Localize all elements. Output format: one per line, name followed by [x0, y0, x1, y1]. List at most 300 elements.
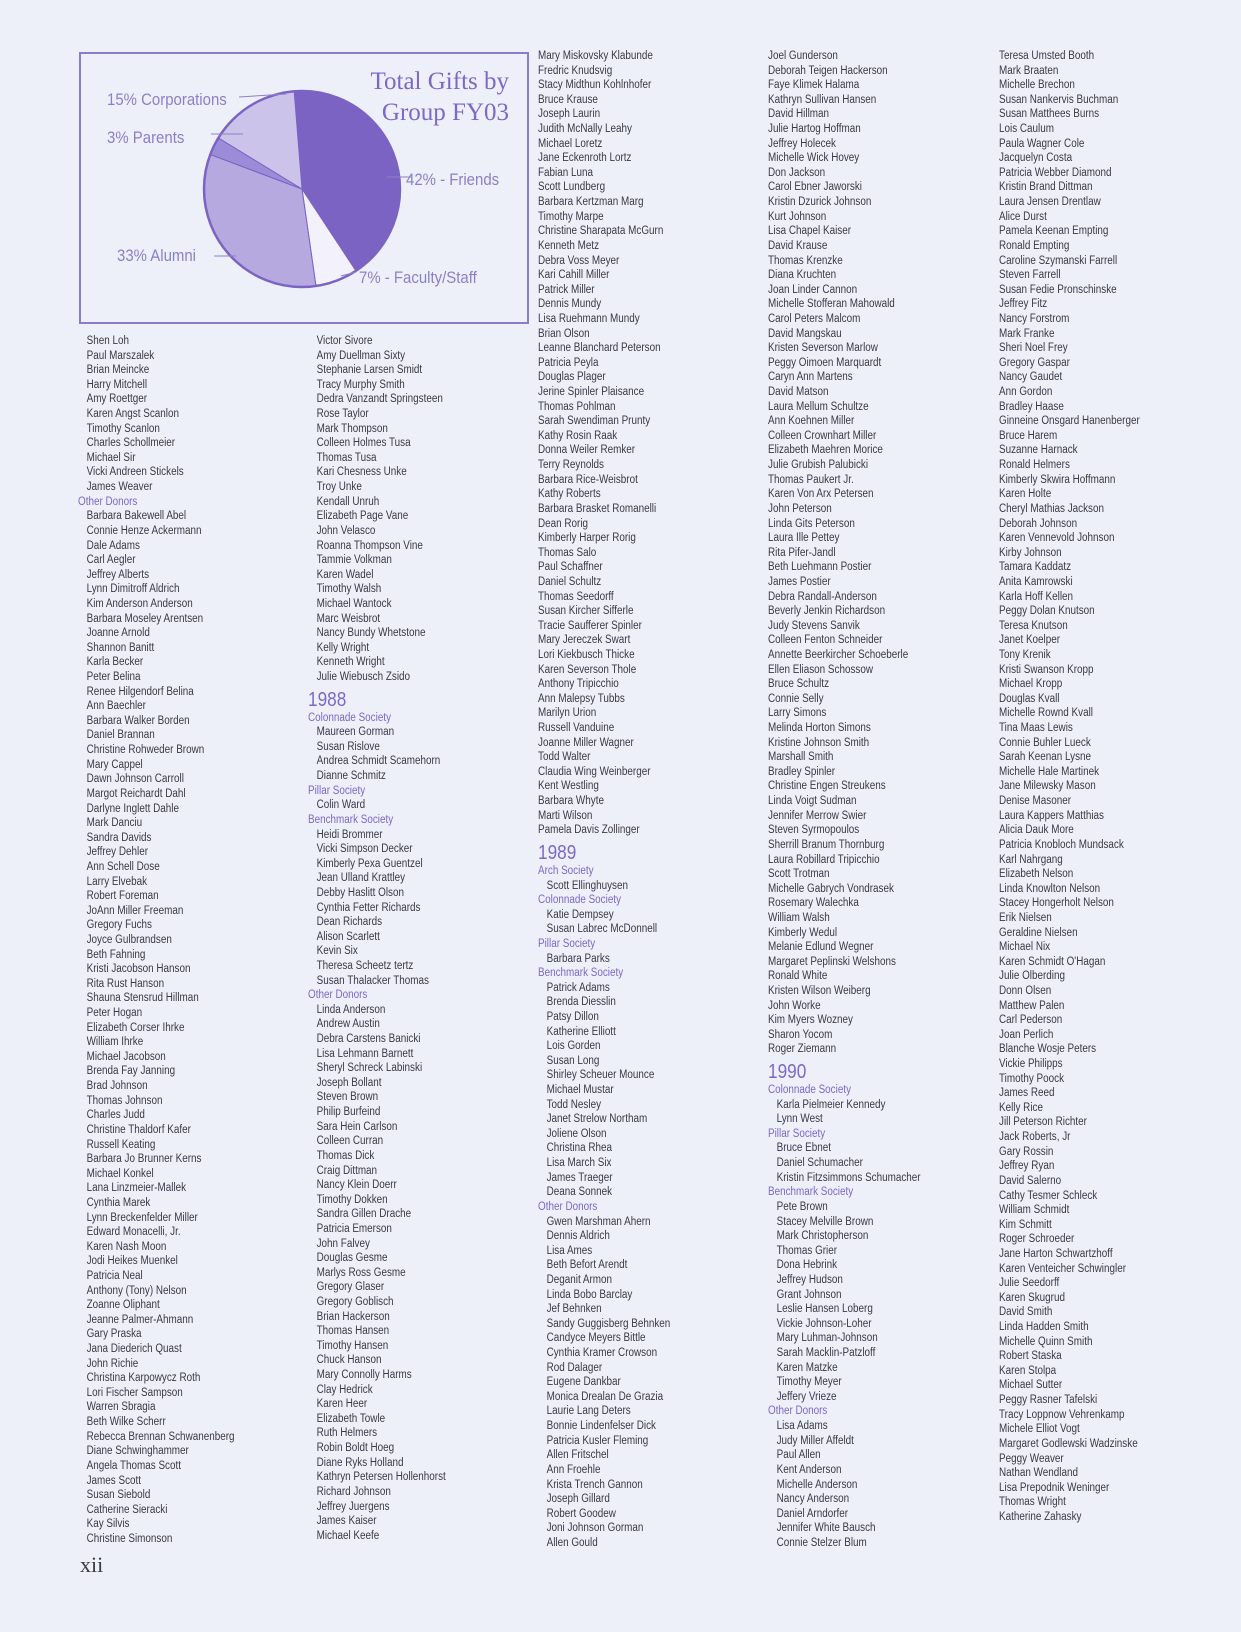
- donor-name: Lisa Lehmann Barnett: [316, 1047, 414, 1060]
- donor-name: Patricia Knobloch Mundsack: [999, 838, 1124, 851]
- donor-name: Caryn Ann Martens: [768, 371, 853, 384]
- donor-name: Allen Gould: [546, 1536, 598, 1549]
- donor-name: Karen Skugrud: [999, 1291, 1065, 1304]
- society-heading: Arch Society: [538, 864, 594, 877]
- donor-name: Faye Klimek Halama: [768, 79, 860, 92]
- donor-name: Tracie Saufferer Spinler: [538, 619, 642, 632]
- donor-name: Anthony Tripicchio: [538, 678, 619, 691]
- donor-name: Kent Westling: [538, 780, 599, 793]
- donor-name: Colleen Curran: [316, 1135, 384, 1148]
- donor-name: Zoanne Oliphant: [86, 1299, 160, 1312]
- society-heading: Other Donors: [78, 495, 138, 508]
- society-heading: Benchmark Society: [768, 1186, 854, 1199]
- donor-name: James Weaver: [86, 481, 153, 494]
- donor-name: Nancy Gaudet: [999, 371, 1063, 384]
- donor-name: Matthew Palen: [999, 999, 1065, 1012]
- donor-name: Kim Myers Wozney: [768, 1014, 854, 1027]
- donor-name: Geraldine Nielsen: [999, 926, 1078, 939]
- donor-name: Elizabeth Corser Ihrke: [86, 1021, 185, 1034]
- donor-name: Mark Braaten: [999, 64, 1059, 77]
- donor-name: Ann Malepsy Tubbs: [538, 692, 625, 705]
- donor-name: Kimberly Harper Rorig: [538, 532, 636, 545]
- donor-name: Tracy Murphy Smith: [316, 378, 405, 391]
- donor-name: Daniel Brannan: [86, 729, 155, 742]
- donor-name: Jeffrey Alberts: [86, 568, 150, 581]
- donor-name: John Richie: [86, 1357, 139, 1370]
- donor-name: Lori Kiekbusch Thicke: [538, 648, 635, 661]
- donor-name: Lynn Dimitroff Aldrich: [86, 583, 180, 596]
- donor-name: Mark Franke: [999, 327, 1055, 340]
- donor-name: Gregory Fuchs: [86, 919, 153, 932]
- donor-name: Tammie Volkman: [316, 554, 392, 567]
- donor-name: Donna Weiler Remker: [538, 444, 636, 457]
- donor-name: Tina Maas Lewis: [999, 722, 1073, 735]
- society-heading: Pillar Society: [768, 1127, 826, 1140]
- donor-name: Karl Nahrgang: [999, 853, 1063, 866]
- donor-name: Nathan Wendland: [999, 1467, 1078, 1480]
- donor-name: Linda Gits Peterson: [768, 517, 855, 530]
- donor-name: Robert Goodew: [546, 1507, 616, 1520]
- donor-name: Timothy Poock: [999, 1072, 1065, 1085]
- donor-name: Shirley Scheuer Mounce: [546, 1069, 655, 1082]
- donor-name: Amy Duellman Sixty: [316, 349, 406, 362]
- donor-name: Timothy Hansen: [316, 1339, 389, 1352]
- donor-name: Ginneine Onsgard Hanenberger: [999, 415, 1140, 428]
- donor-name: Kari Chesness Unke: [316, 466, 407, 479]
- donor-name: Jana Diederich Quast: [86, 1343, 182, 1356]
- donor-name: Thomas Grier: [776, 1244, 838, 1257]
- donor-name: Joanne Miller Wagner: [538, 736, 634, 749]
- donor-name: Philip Burfeind: [316, 1106, 381, 1119]
- donor-name: Denise Masoner: [999, 795, 1072, 808]
- donor-name: Erik Nielsen: [999, 911, 1052, 924]
- donor-name: Laura Mellum Schultze: [768, 400, 869, 413]
- donor-name: Jane Eckenroth Lortz: [538, 152, 632, 165]
- donor-name: Ellen Eliason Schossow: [768, 663, 874, 676]
- donor-name: Timothy Marpe: [538, 210, 604, 223]
- donor-name: Pete Brown: [776, 1200, 828, 1213]
- donor-name: Lisa Ruehmann Mundy: [538, 312, 640, 325]
- donor-name: Suzanne Harnack: [999, 444, 1078, 457]
- donor-name: Dona Hebrink: [776, 1259, 838, 1272]
- donor-name: Nancy Anderson: [776, 1493, 850, 1506]
- donor-name: Kimberly Wedul: [768, 926, 838, 939]
- donor-name: Jane Harton Schwartzhoff: [999, 1247, 1113, 1260]
- donor-name: Michelle Rownd Kvall: [999, 707, 1093, 720]
- donor-name: David Salerno: [999, 1174, 1062, 1187]
- donor-name: Linda Hadden Smith: [999, 1321, 1089, 1334]
- donor-name: Barbara Parks: [546, 952, 610, 965]
- donor-name: Michael Sutter: [999, 1379, 1063, 1392]
- donor-name: Mark Christopherson: [776, 1230, 869, 1243]
- donor-name: Thomas Pohlman: [538, 400, 616, 413]
- donor-name: Douglas Gesme: [316, 1252, 388, 1265]
- donor-name: Angela Thomas Scott: [86, 1459, 181, 1472]
- donor-name: Kimberly Pexa Guentzel: [316, 857, 423, 870]
- donor-name: Joliene Olson: [546, 1127, 607, 1140]
- donor-name: Jennifer White Bausch: [776, 1522, 876, 1535]
- donor-name: Timothy Walsh: [316, 583, 382, 596]
- donor-name: Kristin Fitzsimmons Schumacher: [776, 1171, 921, 1184]
- donor-name: Colleen Crownhart Miller: [768, 429, 877, 442]
- donor-name: Sherrill Branum Thornburg: [768, 838, 885, 851]
- donor-name: Brian Olson: [538, 327, 590, 340]
- donor-name: Patricia Neal: [86, 1270, 143, 1282]
- chart-title-line-1: Total Gifts by: [370, 68, 509, 95]
- donor-name: Susan Kircher Sifferle: [538, 605, 634, 618]
- donor-name: Laurie Lang Deters: [546, 1405, 631, 1418]
- donor-name: Mark Danciu: [86, 817, 143, 830]
- donor-name: Joan Perlich: [999, 1028, 1054, 1041]
- donor-name: Mary Jereczek Swart: [538, 634, 631, 647]
- donor-name: Russell Keating: [86, 1138, 156, 1151]
- donor-name: Michael Keefe: [316, 1529, 380, 1542]
- donor-name: Rosemary Walechka: [768, 897, 859, 910]
- donor-name: Susan Long: [546, 1054, 600, 1067]
- donor-column-5: [999, 49, 1140, 1525]
- donor-name: Mark Thompson: [316, 422, 388, 435]
- donor-name: Thomas Hansen: [316, 1325, 390, 1338]
- donor-name: Jeffrey Fitz: [999, 298, 1048, 311]
- donor-name: Robert Staska: [999, 1350, 1062, 1363]
- donor-name: Judy Stevens Sanvik: [768, 619, 860, 632]
- donor-name: Ronald Empting: [999, 239, 1070, 252]
- donor-name: Michael Jacobson: [86, 1050, 166, 1063]
- donor-name: Mary Cappel: [86, 758, 143, 771]
- society-heading: Other Donors: [308, 989, 368, 1002]
- donor-name: Julie Wiebusch Zsido: [316, 671, 411, 684]
- donor-name: Bruce Ebnet: [776, 1142, 832, 1155]
- donor-name: Timothy Meyer: [776, 1376, 842, 1389]
- donor-name: Daniel Schultz: [538, 575, 602, 588]
- donor-name: Lynn West: [776, 1113, 823, 1126]
- donor-name: Susan Thalacker Thomas: [316, 974, 429, 987]
- donor-name: Karen Stolpa: [999, 1364, 1057, 1377]
- donor-name: Patricia Emerson: [316, 1222, 392, 1235]
- donor-name: Catherine Sieracki: [86, 1503, 168, 1516]
- donor-name: Kelly Rice: [999, 1101, 1043, 1114]
- donor-name: Teresa Umsted Booth: [999, 50, 1095, 62]
- donor-name: Linda Voigt Sudman: [768, 795, 857, 808]
- donor-name: Barbara Moseley Arentsen: [86, 612, 204, 625]
- society-heading: Colonnade Society: [308, 711, 392, 724]
- donor-name: Chuck Hanson: [316, 1354, 382, 1367]
- donor-name: Diana Kruchten: [768, 269, 837, 282]
- donor-name: Michael Konkel: [86, 1167, 154, 1180]
- donor-name: David Smith: [999, 1306, 1053, 1319]
- donor-name: Peter Hogan: [86, 1007, 143, 1020]
- donor-name: Joseph Gillard: [546, 1493, 610, 1506]
- donor-name: Colleen Holmes Tusa: [316, 437, 411, 450]
- donor-name: Karla Pielmeier Kennedy: [776, 1098, 886, 1111]
- donor-name: Jeffrey Dehler: [86, 846, 148, 859]
- donor-name: Judy Miller Affeldt: [776, 1434, 854, 1447]
- donor-name: Scott Trotman: [768, 868, 830, 881]
- donor-name: Rebecca Brennan Schwanenberg: [86, 1430, 235, 1443]
- donor-name: Caroline Szymanski Farrell: [999, 254, 1118, 267]
- donor-name: Peggy Dolan Knutson: [999, 605, 1095, 618]
- donor-name: Barbara Brasket Romanelli: [538, 502, 657, 515]
- donor-name: Kathryn Petersen Hollenhorst: [316, 1471, 446, 1484]
- donor-name: Tracy Loppnow Vehrenkamp: [999, 1408, 1125, 1421]
- donor-name: Elizabeth Maehren Morice: [768, 444, 883, 457]
- donor-name: Ronald White: [768, 970, 828, 983]
- donor-name: Sandra Gillen Drache: [316, 1208, 412, 1221]
- donor-name: Diane Ryks Holland: [316, 1456, 404, 1469]
- donor-name: Karen Matzke: [776, 1361, 838, 1374]
- donor-name: Elizabeth Towle: [316, 1412, 386, 1425]
- donor-name: Heidi Brommer: [316, 828, 383, 841]
- donor-name: Elizabeth Nelson: [999, 868, 1074, 881]
- donor-name: Donn Olsen: [999, 985, 1052, 997]
- donor-name: Lynn Breckenfelder Miller: [86, 1211, 198, 1224]
- donor-name: Larry Simons: [768, 707, 827, 720]
- donor-name: Melanie Edlund Wegner: [768, 941, 874, 954]
- donor-name: Jennifer Merrow Swier: [768, 809, 867, 822]
- donor-name: Michael Loretz: [538, 137, 603, 150]
- donor-name: Shen Loh: [86, 335, 129, 347]
- donor-name: Robin Boldt Hoeg: [316, 1442, 395, 1455]
- donor-name: Michele Elliot Vogt: [999, 1423, 1080, 1436]
- donor-name: Dianne Schmitz: [316, 770, 386, 783]
- donor-name: Margaret Godlewski Wadzinske: [999, 1437, 1138, 1450]
- donor-name: Kristen Wilson Weiberg: [768, 985, 871, 997]
- donor-name: Linda Anderson: [316, 1003, 386, 1016]
- donor-name: Kim Schmitt: [999, 1218, 1052, 1231]
- donor-name: Connie Buhler Lueck: [999, 736, 1091, 749]
- donor-name: Shannon Banitt: [86, 641, 155, 654]
- donor-name: Melinda Horton Simons: [768, 722, 871, 735]
- donor-name: Beth Luehmann Postier: [768, 561, 872, 574]
- donor-name: Timothy Scanlon: [86, 422, 160, 435]
- donor-name: Rita Pifer-Jandl: [768, 546, 836, 559]
- donor-name: Nancy Bundy Whetstone: [316, 627, 426, 640]
- donor-name: Peggy Oimoen Marquardt: [768, 356, 882, 369]
- donor-name: Janet Koelper: [999, 634, 1061, 647]
- donor-name: Barbara Kertzman Marg: [538, 196, 644, 209]
- donor-name: Sarah Macklin-Patzloff: [776, 1347, 876, 1360]
- donor-name: Roger Schroeder: [999, 1233, 1075, 1246]
- donor-name: Vicki Andreen Stickels: [86, 466, 184, 479]
- donor-name: Laura Jensen Drentlaw: [999, 196, 1101, 209]
- donor-name: Jerine Spinler Plaisance: [538, 386, 645, 399]
- donor-name: Ruth Helmers: [316, 1427, 378, 1440]
- donor-name: Jeffrey Holecek: [768, 137, 836, 150]
- donor-name: Vickie Philipps: [999, 1058, 1063, 1071]
- page-number: xii: [80, 1552, 104, 1577]
- donor-name: Kristin Dzurick Johnson: [768, 196, 872, 209]
- donor-name: Cathy Tesmer Schleck: [999, 1189, 1098, 1202]
- donor-name: Linda Bobo Barclay: [546, 1288, 633, 1301]
- donor-name: Susan Labrec McDonnell: [546, 923, 658, 936]
- donor-name: Paula Wagner Cole: [999, 137, 1085, 150]
- donor-name: Carol Peters Malcom: [768, 312, 861, 325]
- donor-name: Scott Ellinghuysen: [546, 879, 628, 892]
- donor-name: Michelle Wick Hovey: [768, 152, 860, 165]
- donor-name: Patsy Dillon: [546, 1011, 599, 1023]
- donor-name: Gwen Marshman Ahern: [546, 1215, 651, 1228]
- donor-name: Laura Kappers Matthias: [999, 809, 1105, 822]
- donor-name: Bonnie Lindenfelser Dick: [546, 1420, 657, 1433]
- donor-name: Fabian Luna: [538, 166, 593, 179]
- donor-name: Anita Kamrowski: [999, 575, 1073, 588]
- donor-name: Peter Belina: [86, 671, 141, 684]
- year-heading: 1990: [768, 1061, 807, 1084]
- donor-name: James Scott: [86, 1474, 142, 1487]
- donor-name: Robert Foreman: [86, 890, 159, 903]
- donor-name: Janet Strelow Northam: [546, 1113, 648, 1126]
- donor-name: Sarah Keenan Lysne: [999, 751, 1092, 764]
- donor-name: Todd Walter: [538, 751, 591, 764]
- year-heading: 1989: [538, 841, 577, 864]
- donor-name: Michelle Brechon: [999, 79, 1075, 92]
- donor-name: Judith McNally Leahy: [538, 123, 633, 136]
- donor-name: Lois Gorden: [546, 1040, 601, 1053]
- donor-name: Beth Fahning: [86, 948, 146, 961]
- donor-name: Mary Miskovsky Klabunde: [538, 50, 653, 62]
- donor-name: Kathy Roberts: [538, 488, 601, 501]
- donor-name: Cynthia Fetter Richards: [316, 901, 421, 914]
- donor-name: Lisa Adams: [776, 1420, 828, 1433]
- donor-name: Kimberly Skwira Hoffmann: [999, 473, 1116, 486]
- donor-name: Anthony (Tony) Nelson: [86, 1284, 187, 1297]
- donor-name: Charles Judd: [86, 1109, 145, 1122]
- donor-name: Karen Vennevold Johnson: [999, 532, 1115, 545]
- pie-label-faculty-staff: 7% - Faculty/Staff: [359, 268, 477, 287]
- donor-name: Susan Fedie Pronschinske: [999, 283, 1117, 296]
- donor-name: Alice Durst: [999, 210, 1047, 223]
- donor-name: William Ihrke: [86, 1036, 144, 1049]
- donor-name: Sara Hein Carlson: [316, 1120, 398, 1133]
- donor-name: Carl Pederson: [999, 1014, 1063, 1027]
- donor-name: Linda Knowlton Nelson: [999, 882, 1101, 895]
- donor-name: Clay Hedrick: [316, 1383, 373, 1396]
- donor-name: William Schmidt: [999, 1204, 1070, 1217]
- donor-name: Julie Grubish Palubicki: [768, 459, 869, 472]
- donor-name: Katherine Elliott: [546, 1025, 616, 1038]
- donor-name: Connie Selly: [768, 692, 824, 705]
- donor-name: Kristine Johnson Smith: [768, 736, 870, 749]
- donor-name: Kristen Severson Marlow: [768, 342, 878, 355]
- donor-name: John Peterson: [768, 502, 832, 515]
- donor-name: Jeanne Palmer-Ahmann: [86, 1313, 194, 1326]
- pie-label-alumni: 33% Alumni: [117, 246, 197, 265]
- donor-name: Andrew Austin: [316, 1018, 380, 1031]
- donor-name: Ann Froehle: [546, 1463, 601, 1476]
- donor-name: Fredric Knudsvig: [538, 64, 613, 77]
- donor-name: Dedra Vanzandt Springsteen: [316, 393, 443, 406]
- donor-name: Victor Sivore: [316, 335, 373, 347]
- donor-column-4: [768, 49, 921, 1551]
- donor-name: Kevin Six: [316, 945, 358, 958]
- donor-name: Kay Silvis: [86, 1518, 130, 1531]
- donor-name: Barbara Jo Brunner Kerns: [86, 1153, 202, 1166]
- donor-name: Scott Lundberg: [538, 181, 606, 194]
- donor-name: Marti Wilson: [538, 809, 593, 822]
- donor-name: Diane Schwinghammer: [86, 1445, 189, 1458]
- donor-name: Troy Unke: [316, 481, 362, 494]
- donor-name: Sheri Noel Frey: [999, 342, 1068, 355]
- donor-name: Laura Robillard Tripicchio: [768, 853, 880, 866]
- donor-name: Charles Schollmeier: [86, 437, 176, 450]
- donor-name: Sandra Davids: [86, 831, 152, 844]
- donor-column-1: [78, 334, 235, 1547]
- donor-name: Kristi Jacobson Hanson: [86, 963, 191, 976]
- donor-name: Christina Karpowycz Roth: [86, 1372, 201, 1385]
- donor-name: Steven Farrell: [999, 269, 1061, 282]
- donor-name: Bruce Schultz: [768, 678, 830, 691]
- donor-name: Jacquelyn Costa: [999, 152, 1073, 165]
- society-heading: Pillar Society: [308, 784, 366, 797]
- donor-name: Katie Dempsey: [546, 908, 614, 921]
- donor-name: David Hillman: [768, 108, 830, 121]
- donor-name: Margot Reichardt Dahl: [86, 787, 186, 800]
- donor-name: Lisa March Six: [546, 1157, 612, 1170]
- donor-name: Jill Peterson Richter: [999, 1116, 1087, 1129]
- donor-name: Tony Krenik: [999, 648, 1051, 661]
- donor-name: Marc Weisbrot: [316, 612, 381, 625]
- donor-name: Peggy Rasner Tafelski: [999, 1394, 1098, 1407]
- donor-name: Connie Henze Ackermann: [86, 524, 202, 537]
- donor-name: Todd Nesley: [546, 1098, 602, 1111]
- donor-name: Jack Roberts, Jr: [999, 1131, 1071, 1144]
- donor-name: Ann Koehnen Miller: [768, 415, 855, 428]
- donor-name: Barbara Rice-Weisbrot: [538, 473, 638, 486]
- donor-name: Kim Anderson Anderson: [86, 597, 193, 610]
- donor-name: Nancy Forstrom: [999, 312, 1070, 325]
- donor-name: Karen Schmidt O'Hagan: [999, 955, 1106, 968]
- donor-name: Michael Sir: [86, 451, 136, 464]
- donor-name: Margaret Peplinski Welshons: [768, 955, 896, 968]
- donor-name: Gregory Gaspar: [999, 356, 1070, 369]
- donor-name: Daniel Schumacher: [776, 1157, 863, 1170]
- donor-name: Beverly Jenkin Richardson: [768, 605, 886, 618]
- donor-name: Steven Brown: [316, 1091, 379, 1104]
- donor-name: James Postier: [768, 575, 831, 588]
- donor-name: Gary Rossin: [999, 1145, 1054, 1158]
- donor-name: Beth Wilke Scherr: [86, 1416, 166, 1429]
- donor-name: Michelle Quinn Smith: [999, 1335, 1093, 1348]
- donor-name: Steven Syrmopoulos: [768, 824, 860, 837]
- donor-name: Annette Beerkircher Schoeberle: [768, 648, 909, 661]
- donor-name: Sarah Swendiman Prunty: [538, 415, 651, 428]
- donor-name: Deborah Teigen Hackerson: [768, 64, 888, 77]
- donor-name: Roanna Thompson Vine: [316, 539, 423, 552]
- donor-name: Susan Rislove: [316, 740, 380, 753]
- donor-name: Thomas Johnson: [86, 1094, 163, 1107]
- pie-label-corporations: 15% Corporations: [107, 90, 227, 109]
- society-heading: Benchmark Society: [308, 813, 394, 826]
- donor-column-3: [538, 49, 670, 1551]
- donor-name: Marshall Smith: [768, 751, 834, 764]
- donor-name: Paul Marszalek: [86, 349, 155, 362]
- donor-name: Brad Johnson: [86, 1080, 148, 1093]
- donor-name: Thomas Salo: [538, 546, 597, 559]
- donor-name: Ann Gordon: [999, 386, 1053, 399]
- donor-name: Bradley Haase: [999, 400, 1064, 413]
- donor-name: Karen Nash Moon: [86, 1240, 167, 1253]
- donor-name: Jeffrey Hudson: [776, 1273, 843, 1286]
- donor-name: Cynthia Kramer Crowson: [546, 1347, 658, 1360]
- donor-name: Pamela Davis Zollinger: [538, 824, 640, 837]
- donor-name: Cheryl Mathias Jackson: [999, 502, 1104, 515]
- donor-name: Thomas Krenzke: [768, 254, 843, 267]
- donor-name: Don Jackson: [768, 166, 826, 179]
- donor-name: Daniel Arndorfer: [776, 1507, 849, 1520]
- donor-name: Jeffrey Ryan: [999, 1160, 1055, 1173]
- donor-name: Christine Thaldorf Kafer: [86, 1123, 191, 1136]
- society-heading: Colonnade Society: [538, 894, 622, 907]
